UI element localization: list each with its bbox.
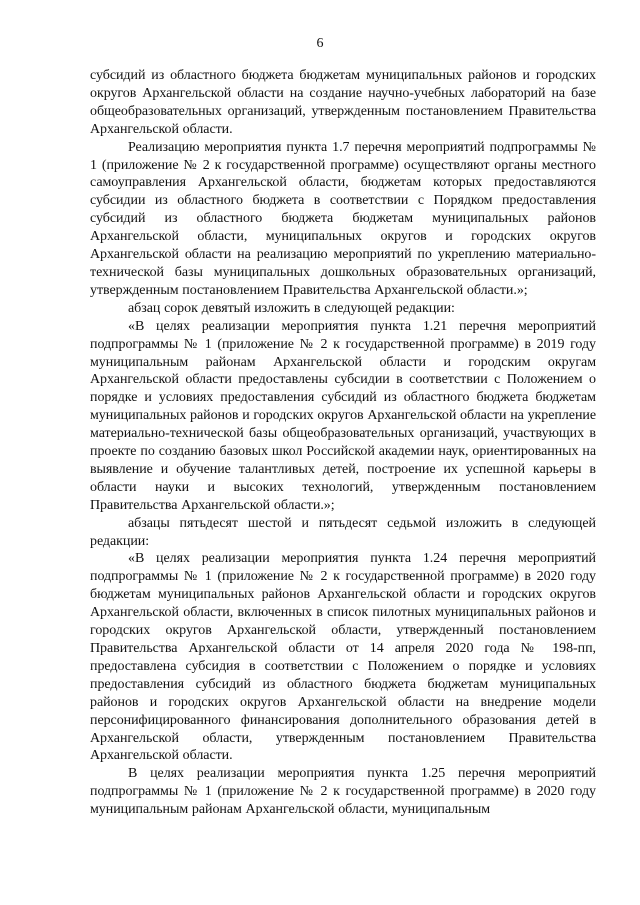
paragraph-7: В целях реализации мероприятия пункта 1.25 перечня мероприятий подпрограммы № 1 (приложение № 2 к государственной программе) в 2020 году муниципальным районам Архангельской области, муниципальным [90,766,596,818]
paragraph-4: «В целях реализации мероприятия пункта 1.21 перечня мероприятий подпрограммы № 1 (приложение № 2 к государственной программе) в 2019 году муниципальным районам Архангельской области и городским округам Архангельской области предоставлены субсидии в соответствии с Положением о порядке и условиях предоставления субсидий из областного бюджета бюджетам муниципальных районов и городских округов Архангельской области на укрепление материально-технической базы общеобразовательных организаций, участвующих в проекте по созданию базовых школ Российской академии наук, ориентированных на выявление и обучение талантливых детей, построение их успешной карьеры в области науки и высоких технологий, утвержденным постановлением Правительства Архангельской области.»; [90,318,597,513]
paragraph-1: субсидий из областного бюджета бюджетам муниципальных районов и городских округов Архангельской области на создание научно-учебных лабораторий на базе общеобразовательных организаций, утвержденным постановлением Правительства Архангельской области. [90,68,596,137]
page-number: 6 [316,36,324,51]
paragraph-5: абзацы пятьдесят шестой и пятьдесят седьмой изложить в следующей редакции: [90,515,596,549]
paragraph-2: Реализацию мероприятия пункта 1.7 перечня мероприятий подпрограммы № 1 (приложение № 2 к государственной программе) осуществляют органы местного самоуправления Архангельской области, бюджетам которых предоставляются субсидии из областного бюджета в соответствии с Порядком предоставления субсидий из областного бюджета бюджетам муниципальных районов Архангельской области, муниципальных округов и городских округов Архангельской области на реализацию мероприятий по укреплению материально-технической базы муниципальных дошкольных образовательных организаций, утвержденным постановлением Правительства Архангельской области.»; [90,139,596,298]
document-body [90,67,596,819]
paragraph-3: абзац сорок девятый изложить в следующей редакции: [128,300,455,316]
paragraph-6: «В целях реализации мероприятия пункта 1.24 перечня мероприятий подпрограммы № 1 (приложение № 2 к государственной программе) в 2020 году бюджетам муниципальных районов Архангельской области и городских округов Архангельской области, включенных в список пилотных муниципальных районов и городских округов Архангельской области, утвержденный постановлением Правительства Архангельской области от 14 апреля 2020 года № 198-пп, предоставлена субсидия в соответствии с Положением о порядке и условиях предоставления субсидий из областного бюджета бюджетам муниципальных районов и городских округов Архангельской области на внедрение модели персонифицированного финансирования дополнительного образования детей в Архангельской области, утвержденным постановлением Правительства Архангельской области. [90,551,596,764]
